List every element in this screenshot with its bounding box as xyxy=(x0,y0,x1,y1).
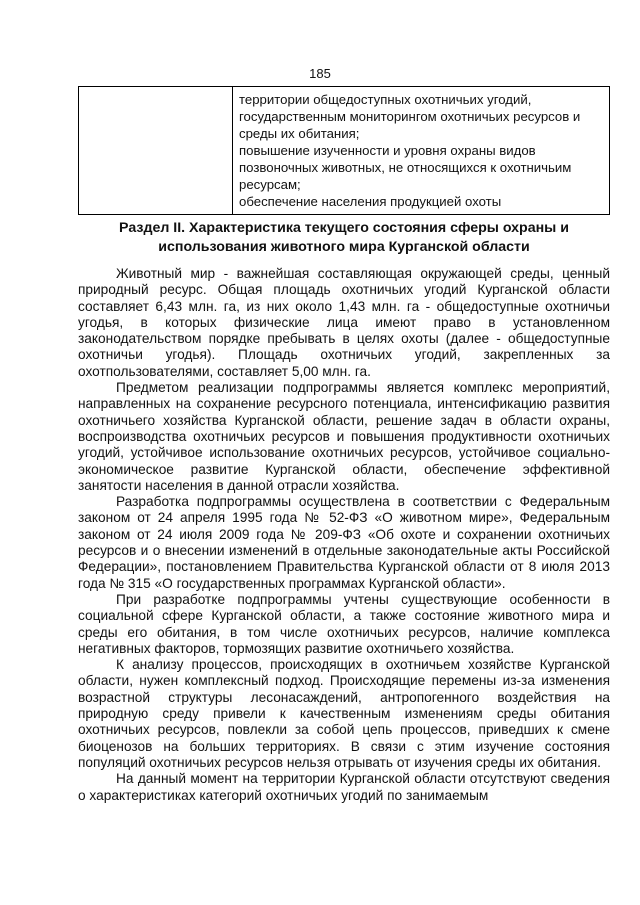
table-cell-right xyxy=(233,87,610,215)
paragraph: К анализу процессов, происходящих в охотничьем хозяйстве Курганской области, нужен комплексный подход. Происходящие перемены из-за изменения возрастной структуры лесонасаждений, антропогенного воздействия на природную среду привели к качественным изменениям среды обитания охотничьих ресурсов, повлекли за собой цепь процессов, приведших к смене биоценозов на больших территориях. В связи с этим изучение состояния популяций охотничьих ресурсов нельзя отрывать от изучения среды их обитания. xyxy=(78,657,610,770)
paragraph: Предметом реализации подпрограммы является комплекс мероприятий, направленных на сохранение ресурсного потенциала, интенсификацию развития охотничьего хозяйства Курганской области, решение задач в области охраны, воспроизводства охотничьих ресурсов и повышения продуктивности охотничьих угодий, устойчивое использование охотничьих ресурсов, устойчивое социально-экономическое развитие Курганской области, обеспечение эффективной занятости населения в данной отрасли хозяйства. xyxy=(78,380,610,493)
body-text xyxy=(78,266,610,804)
paragraph: Животный мир - важнейшая составляющая окружающей среды, ценный природный ресурс. Общая площадь охотничьих угодий Курганской области составляет 6,43 млн. га, из них около 1,43 млн. га - общедоступные охотничьи угодья, в которых физические лица имеют право в установленном законодательством порядке пребывать в целях охоты (далее - общедоступные охотничьи угодья). Площадь охотничьих угодий, закрепленных за охотпользователями, составляет 5,00 млн. га. xyxy=(78,266,610,379)
paragraph: На данный момент на территории Курганской области отсутствуют сведения о характеристиках категорий охотничьих угодий по занимаемым xyxy=(78,771,610,803)
table-cell-line: повышение изученности и уровня охраны видов позвоночных животных, не относящихся к охотничьим ресурсам; xyxy=(239,143,572,192)
continuation-table xyxy=(78,86,610,215)
paragraph: При разработке подпрограммы учтены существующие особенности в социальной сфере Курганской области, а также состояние животного мира и среды его обитания, в том числе охотничьих ресурсов, наличие комплекса негативных факторов, тормозящих развитие охотничьего хозяйства. xyxy=(78,591,610,656)
table-cell-left xyxy=(79,87,233,215)
section-title: Раздел II. Характеристика текущего состояния сферы охраны и использования животного мира Курганской области xyxy=(119,220,569,255)
paragraph: Разработка подпрограммы осуществлена в соответствии с Федеральным законом от 24 апреля 1995 года № 52-ФЗ «О животном мире», Федеральным законом от 24 июля 2009 года № 209-ФЗ «Об охоте и сохранении охотничьих ресурсов и о внесении изменений в отдельные законодательные акты Российской Федерации», постановлением Правительства Курганской области от 8 июля 2013 года № 315 «О государственных программах Курганской области». xyxy=(78,494,610,591)
page-number: 185 xyxy=(309,66,331,81)
table-cell-line: обеспечение населения продукцией охоты xyxy=(239,194,502,209)
table-cell-line: территории общедоступных охотничьих угодий, государственным мониторингом охотничьих ресурсов и среды их обитания; xyxy=(239,92,581,141)
table-row xyxy=(79,87,610,215)
